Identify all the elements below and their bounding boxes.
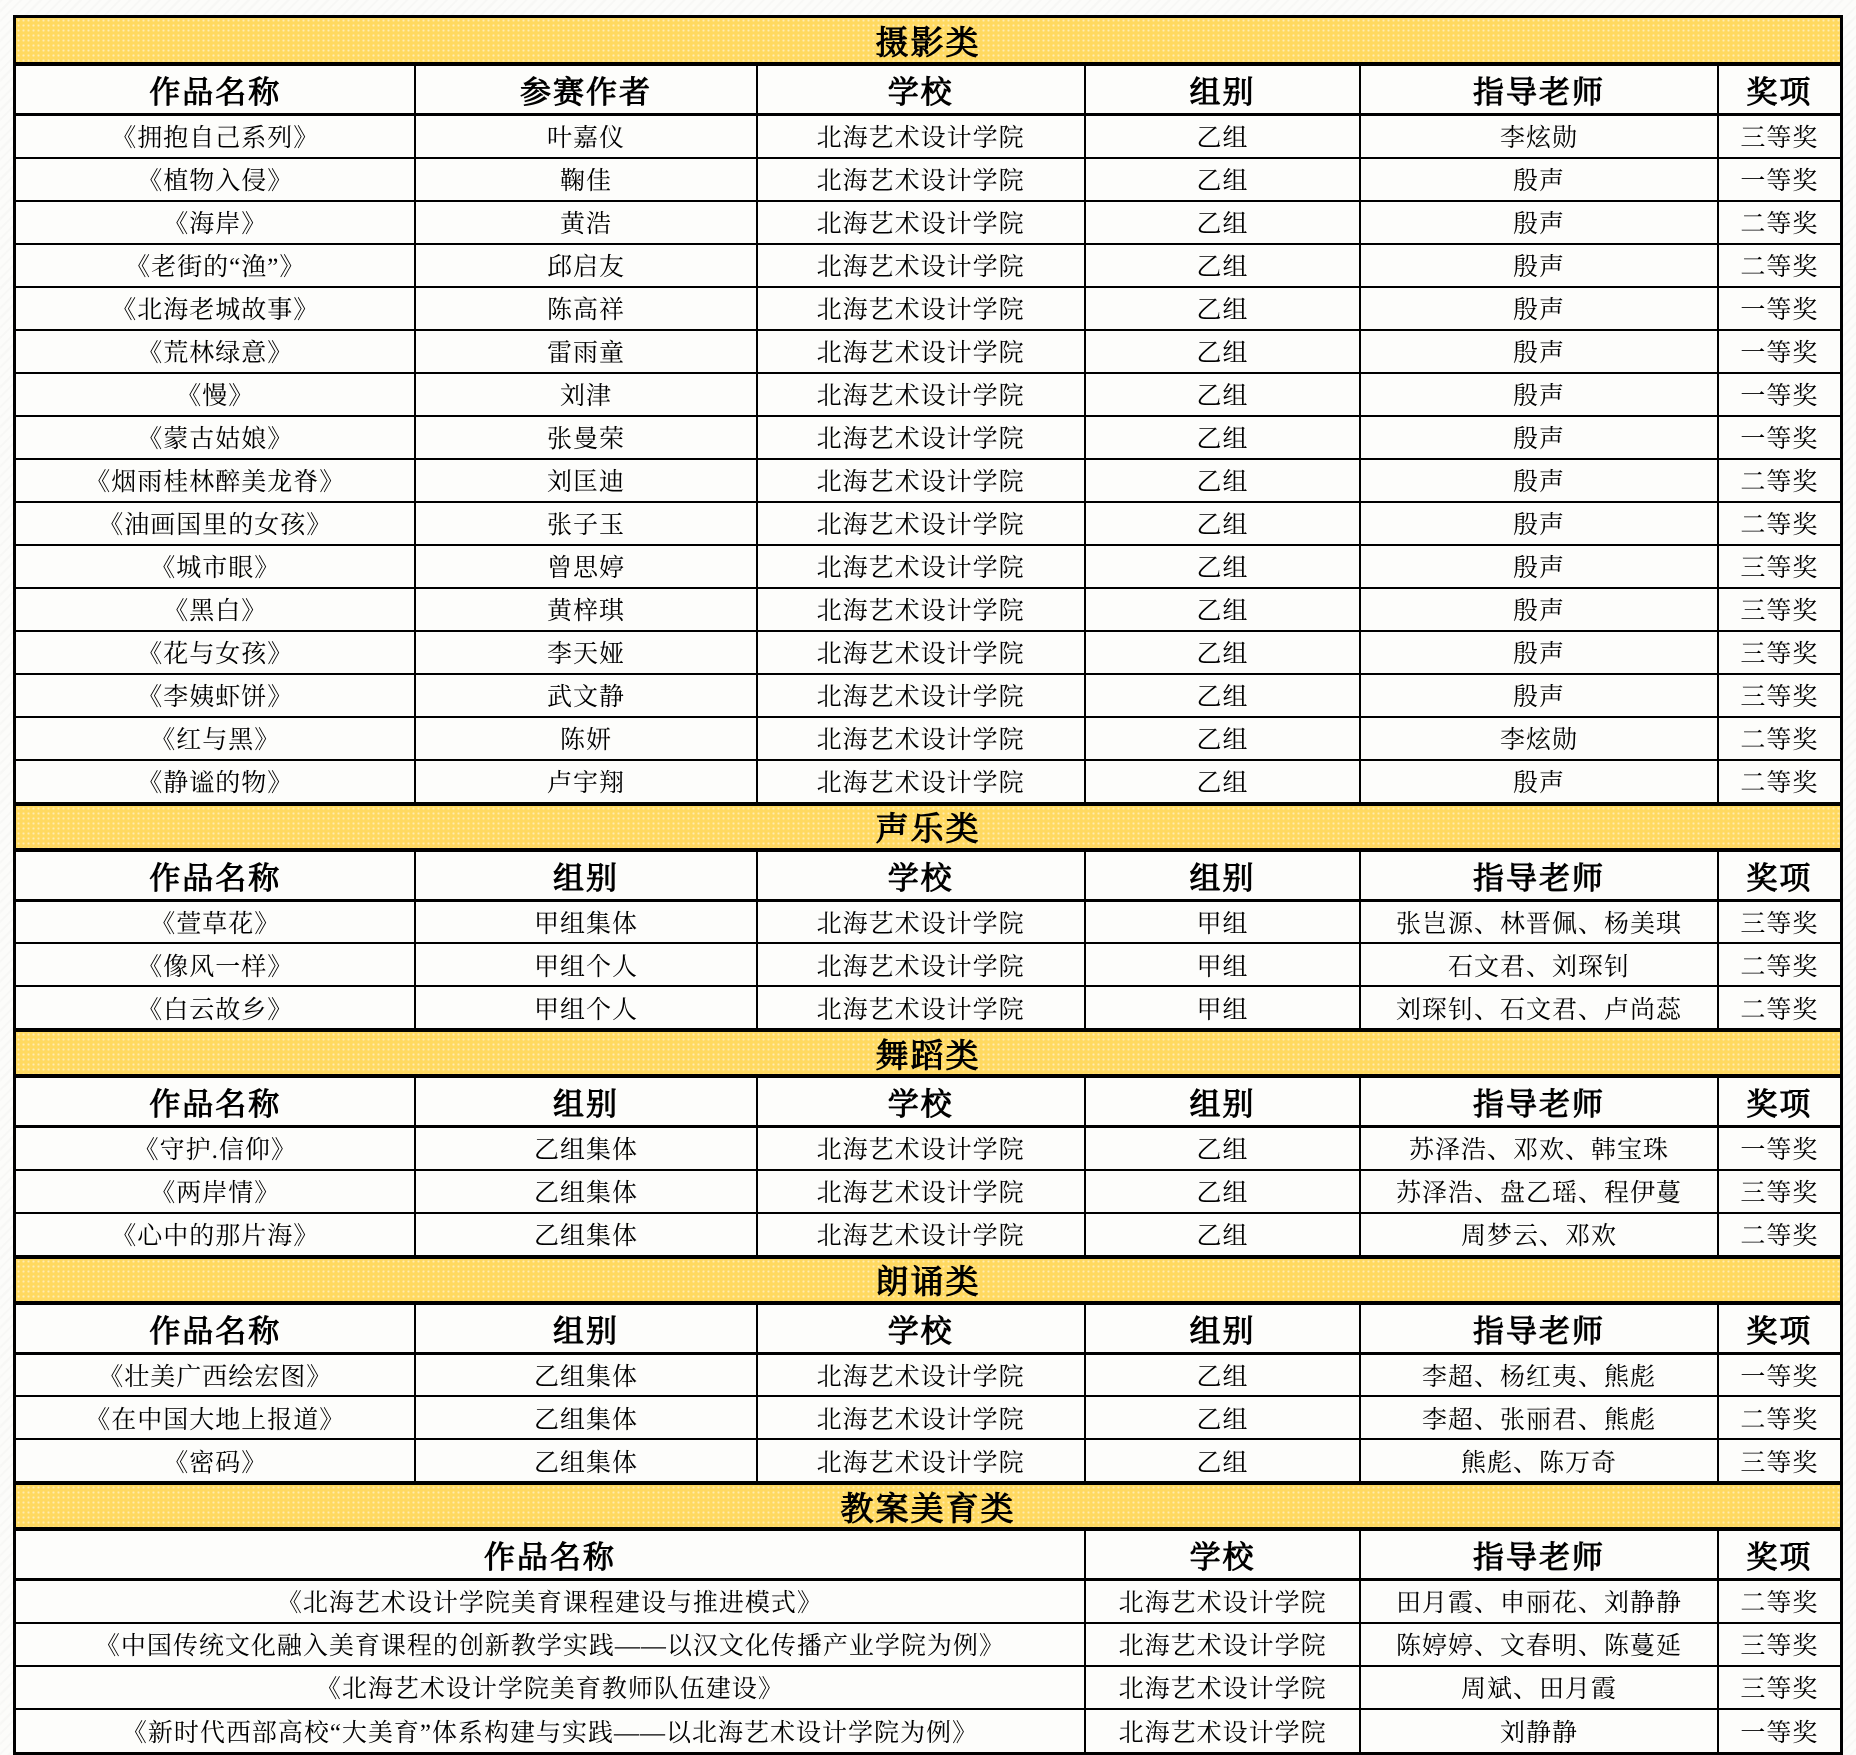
cell: 北海艺术设计学院 <box>757 459 1085 502</box>
cell: 乙组 <box>1085 1213 1360 1256</box>
column-header: 学校 <box>757 1304 1085 1354</box>
table-body <box>16 900 1840 1029</box>
cell: 《北海艺术设计学院美育课程建设与推进模式》 <box>16 1580 1085 1623</box>
award-table <box>16 64 1840 804</box>
cell: 二等奖 <box>1718 1580 1840 1623</box>
table-row <box>16 545 1840 588</box>
cell: 三等奖 <box>1718 1666 1840 1709</box>
cell: 北海艺术设计学院 <box>757 1170 1085 1213</box>
cell: 《花与女孩》 <box>16 631 415 674</box>
cell: 二等奖 <box>1718 459 1840 502</box>
cell: 乙组 <box>1085 674 1360 717</box>
cell: 陈高祥 <box>415 287 756 330</box>
award-section-recitation <box>16 1257 1840 1484</box>
table-row <box>16 1580 1840 1623</box>
section-title: 教案美育类 <box>840 1489 1016 1527</box>
cell: 殷声 <box>1360 158 1718 201</box>
cell: 乙组 <box>1085 1396 1360 1439</box>
cell: 二等奖 <box>1718 1396 1840 1439</box>
cell: 北海艺术设计学院 <box>1085 1709 1360 1752</box>
table-row <box>16 502 1840 545</box>
cell: 《烟雨桂林醉美龙脊》 <box>16 459 415 502</box>
cell: 乙组集体 <box>415 1213 756 1256</box>
cell: 三等奖 <box>1718 545 1840 588</box>
column-header: 指导老师 <box>1360 1530 1718 1580</box>
column-header: 学校 <box>757 851 1085 901</box>
cell: 乙组 <box>1085 459 1360 502</box>
table-body <box>16 1127 1840 1256</box>
column-header: 组别 <box>1085 65 1360 115</box>
cell: 《李姨虾饼》 <box>16 674 415 717</box>
cell: 北海艺术设计学院 <box>1085 1623 1360 1666</box>
cell: 一等奖 <box>1718 330 1840 373</box>
cell: 一等奖 <box>1718 1353 1840 1396</box>
cell: 《红与黑》 <box>16 717 415 760</box>
header-row <box>16 1530 1840 1580</box>
cell: 二等奖 <box>1718 244 1840 287</box>
award-table <box>16 850 1840 1031</box>
cell: 甲组个人 <box>415 986 756 1029</box>
cell: 《新时代西部高校“大美育”体系构建与实践——以北海艺术设计学院为例》 <box>16 1709 1085 1752</box>
table-row <box>16 1170 1840 1213</box>
cell: 三等奖 <box>1718 1439 1840 1482</box>
table-row <box>16 674 1840 717</box>
table-row <box>16 373 1840 416</box>
header-row <box>16 851 1840 901</box>
cell: 黄梓琪 <box>415 588 756 631</box>
cell: 陈婷婷、文春明、陈蔓延 <box>1360 1623 1718 1666</box>
cell: 刘匡迪 <box>415 459 756 502</box>
header-row <box>16 1304 1840 1354</box>
table-row <box>16 1666 1840 1709</box>
column-header: 奖项 <box>1718 65 1840 115</box>
cell: 一等奖 <box>1718 373 1840 416</box>
cell: 三等奖 <box>1718 674 1840 717</box>
table-row <box>16 588 1840 631</box>
cell: 刘静静 <box>1360 1709 1718 1752</box>
cell: 北海艺术设计学院 <box>757 674 1085 717</box>
cell: 乙组 <box>1085 115 1360 158</box>
cell: 甲组 <box>1085 900 1360 943</box>
cell: 二等奖 <box>1718 1213 1840 1256</box>
table-row <box>16 900 1840 943</box>
award-table <box>16 1076 1840 1257</box>
cell: 北海艺术设计学院 <box>757 158 1085 201</box>
cell: 《像风一样》 <box>16 943 415 986</box>
cell: 李超、杨红夷、熊彪 <box>1360 1353 1718 1396</box>
cell: 一等奖 <box>1718 1127 1840 1170</box>
cell: 殷声 <box>1360 373 1718 416</box>
cell: 曾思婷 <box>415 545 756 588</box>
cell: 武文静 <box>415 674 756 717</box>
cell: 北海艺术设计学院 <box>757 1353 1085 1396</box>
cell: 乙组 <box>1085 158 1360 201</box>
table-row <box>16 943 1840 986</box>
cell: 乙组 <box>1085 631 1360 674</box>
table-row <box>16 1396 1840 1439</box>
cell: 三等奖 <box>1718 631 1840 674</box>
cell: 乙组集体 <box>415 1353 756 1396</box>
cell: 二等奖 <box>1718 943 1840 986</box>
cell: 李炫勋 <box>1360 115 1718 158</box>
cell: 《植物入侵》 <box>16 158 415 201</box>
section-title-band <box>16 804 1840 850</box>
cell: 三等奖 <box>1718 1170 1840 1213</box>
cell: 《白云故乡》 <box>16 986 415 1029</box>
column-header: 参赛作者 <box>415 65 756 115</box>
column-header: 奖项 <box>1718 851 1840 901</box>
cell: 《壮美广西绘宏图》 <box>16 1353 415 1396</box>
cell: 《在中国大地上报道》 <box>16 1396 415 1439</box>
table-row <box>16 201 1840 244</box>
cell: 《静谧的物》 <box>16 760 415 803</box>
award-table <box>16 1529 1840 1752</box>
column-header: 组别 <box>1085 851 1360 901</box>
cell: 《萱草花》 <box>16 900 415 943</box>
table-row <box>16 115 1840 158</box>
cell: 刘琛钊、石文君、卢尚蕊 <box>1360 986 1718 1029</box>
table-body <box>16 115 1840 803</box>
cell: 北海艺术设计学院 <box>757 986 1085 1029</box>
award-section-aesthetic-education <box>16 1483 1840 1752</box>
cell: 北海艺术设计学院 <box>757 545 1085 588</box>
cell: 二等奖 <box>1718 201 1840 244</box>
cell: 乙组 <box>1085 760 1360 803</box>
cell: 殷声 <box>1360 459 1718 502</box>
table-body <box>16 1353 1840 1482</box>
cell: 乙组 <box>1085 201 1360 244</box>
cell: 李炫勋 <box>1360 717 1718 760</box>
column-header: 组别 <box>1085 1304 1360 1354</box>
table-row <box>16 986 1840 1029</box>
cell: 乙组 <box>1085 244 1360 287</box>
column-header: 作品名称 <box>16 1304 415 1354</box>
column-header: 指导老师 <box>1360 65 1718 115</box>
cell: 乙组集体 <box>415 1439 756 1482</box>
cell: 乙组 <box>1085 502 1360 545</box>
cell: 熊彪、陈万奇 <box>1360 1439 1718 1482</box>
cell: 苏泽浩、盘乙瑶、程伊蔓 <box>1360 1170 1718 1213</box>
cell: 三等奖 <box>1718 1623 1840 1666</box>
cell: 《两岸情》 <box>16 1170 415 1213</box>
column-header: 指导老师 <box>1360 1077 1718 1127</box>
cell: 李天娅 <box>415 631 756 674</box>
section-title: 朗诵类 <box>875 1263 981 1300</box>
cell: 张曼荣 <box>415 416 756 459</box>
table-row <box>16 1353 1840 1396</box>
cell: 乙组 <box>1085 373 1360 416</box>
cell: 二等奖 <box>1718 760 1840 803</box>
cell: 殷声 <box>1360 760 1718 803</box>
header-row <box>16 1077 1840 1127</box>
cell: 周梦云、邓欢 <box>1360 1213 1718 1256</box>
column-header: 指导老师 <box>1360 851 1718 901</box>
cell: 北海艺术设计学院 <box>757 1127 1085 1170</box>
cell: 《城市眼》 <box>16 545 415 588</box>
cell: 《油画国里的女孩》 <box>16 502 415 545</box>
cell: 乙组 <box>1085 588 1360 631</box>
cell: 《海岸》 <box>16 201 415 244</box>
cell: 北海艺术设计学院 <box>757 330 1085 373</box>
table-row <box>16 244 1840 287</box>
cell: 乙组 <box>1085 1353 1360 1396</box>
column-header: 组别 <box>415 1304 756 1354</box>
cell: 石文君、刘琛钊 <box>1360 943 1718 986</box>
table-row <box>16 760 1840 803</box>
cell: 殷声 <box>1360 588 1718 631</box>
cell: 北海艺术设计学院 <box>757 760 1085 803</box>
award-tables <box>13 15 1843 1755</box>
award-section-photography <box>16 18 1840 804</box>
table-row <box>16 158 1840 201</box>
column-header: 学校 <box>757 1077 1085 1127</box>
table-body <box>16 1580 1840 1752</box>
cell: 甲组集体 <box>415 900 756 943</box>
column-header: 奖项 <box>1718 1530 1840 1580</box>
cell: 一等奖 <box>1718 287 1840 330</box>
cell: 《北海老城故事》 <box>16 287 415 330</box>
cell: 北海艺术设计学院 <box>757 201 1085 244</box>
cell: 北海艺术设计学院 <box>757 502 1085 545</box>
column-header: 作品名称 <box>16 1530 1085 1580</box>
cell: 张岂源、林晋佩、杨美琪 <box>1360 900 1718 943</box>
cell: 殷声 <box>1360 545 1718 588</box>
column-header: 指导老师 <box>1360 1304 1718 1354</box>
cell: 周斌、田月霞 <box>1360 1666 1718 1709</box>
table-row <box>16 1439 1840 1482</box>
cell: 乙组 <box>1085 330 1360 373</box>
cell: 甲组 <box>1085 986 1360 1029</box>
column-header: 组别 <box>1085 1077 1360 1127</box>
section-title-band <box>16 1483 1840 1529</box>
cell: 刘津 <box>415 373 756 416</box>
section-title: 声乐类 <box>875 810 981 847</box>
cell: 二等奖 <box>1718 502 1840 545</box>
column-header: 学校 <box>757 65 1085 115</box>
cell: 《北海艺术设计学院美育教师队伍建设》 <box>16 1666 1085 1709</box>
cell: 乙组 <box>1085 1439 1360 1482</box>
cell: 乙组 <box>1085 545 1360 588</box>
cell: 北海艺术设计学院 <box>757 115 1085 158</box>
cell: 张子玉 <box>415 502 756 545</box>
cell: 一等奖 <box>1718 1709 1840 1752</box>
cell: 雷雨童 <box>415 330 756 373</box>
section-title: 摄影类 <box>875 23 981 61</box>
cell: 《心中的那片海》 <box>16 1213 415 1256</box>
cell: 一等奖 <box>1718 416 1840 459</box>
cell: 二等奖 <box>1718 986 1840 1029</box>
table-row <box>16 1709 1840 1752</box>
cell: 邱启友 <box>415 244 756 287</box>
cell: 北海艺术设计学院 <box>757 416 1085 459</box>
table-row <box>16 330 1840 373</box>
column-header: 作品名称 <box>16 65 415 115</box>
cell: 北海艺术设计学院 <box>757 373 1085 416</box>
cell: 北海艺术设计学院 <box>1085 1580 1360 1623</box>
cell: 甲组 <box>1085 943 1360 986</box>
table-row <box>16 459 1840 502</box>
cell: 乙组集体 <box>415 1127 756 1170</box>
cell: 《中国传统文化融入美育课程的创新教学实践——以汉文化传播产业学院为例》 <box>16 1623 1085 1666</box>
header-row <box>16 65 1840 115</box>
cell: 一等奖 <box>1718 158 1840 201</box>
cell: 北海艺术设计学院 <box>1085 1666 1360 1709</box>
section-title-band <box>16 1257 1840 1303</box>
table-row <box>16 416 1840 459</box>
cell: 乙组 <box>1085 287 1360 330</box>
column-header: 组别 <box>415 1077 756 1127</box>
section-title: 舞蹈类 <box>875 1036 981 1074</box>
cell: 《黑白》 <box>16 588 415 631</box>
cell: 李超、张丽君、熊彪 <box>1360 1396 1718 1439</box>
column-header: 作品名称 <box>16 1077 415 1127</box>
table-row <box>16 1213 1840 1256</box>
cell: 北海艺术设计学院 <box>757 287 1085 330</box>
column-header: 组别 <box>415 851 756 901</box>
table-row <box>16 631 1840 674</box>
cell: 北海艺术设计学院 <box>757 1213 1085 1256</box>
cell: 二等奖 <box>1718 717 1840 760</box>
column-header: 奖项 <box>1718 1077 1840 1127</box>
cell: 殷声 <box>1360 631 1718 674</box>
award-table <box>16 1303 1840 1484</box>
cell: 三等奖 <box>1718 115 1840 158</box>
cell: 甲组个人 <box>415 943 756 986</box>
cell: 《蒙古姑娘》 <box>16 416 415 459</box>
cell: 殷声 <box>1360 201 1718 244</box>
cell: 陈妍 <box>415 717 756 760</box>
cell: 北海艺术设计学院 <box>757 1439 1085 1482</box>
cell: 黄浩 <box>415 201 756 244</box>
cell: 三等奖 <box>1718 588 1840 631</box>
cell: 北海艺术设计学院 <box>757 631 1085 674</box>
cell: 殷声 <box>1360 287 1718 330</box>
cell: 殷声 <box>1360 502 1718 545</box>
table-row <box>16 1623 1840 1666</box>
cell: 《老街的“渔”》 <box>16 244 415 287</box>
cell: 卢宇翔 <box>415 760 756 803</box>
cell: 鞠佳 <box>415 158 756 201</box>
cell: 殷声 <box>1360 244 1718 287</box>
table-row <box>16 1127 1840 1170</box>
cell: 乙组 <box>1085 416 1360 459</box>
section-title-band <box>16 1030 1840 1076</box>
cell: 北海艺术设计学院 <box>757 1396 1085 1439</box>
cell: 北海艺术设计学院 <box>757 900 1085 943</box>
column-header: 奖项 <box>1718 1304 1840 1354</box>
cell: 北海艺术设计学院 <box>757 717 1085 760</box>
cell: 乙组集体 <box>415 1170 756 1213</box>
cell: 北海艺术设计学院 <box>757 244 1085 287</box>
cell: 乙组 <box>1085 717 1360 760</box>
cell: 北海艺术设计学院 <box>757 588 1085 631</box>
column-header: 作品名称 <box>16 851 415 901</box>
table-row <box>16 287 1840 330</box>
cell: 乙组 <box>1085 1127 1360 1170</box>
section-title-band <box>16 18 1840 64</box>
cell: 三等奖 <box>1718 900 1840 943</box>
cell: 乙组集体 <box>415 1396 756 1439</box>
column-header: 学校 <box>1085 1530 1360 1580</box>
cell: 乙组 <box>1085 1170 1360 1213</box>
award-section-vocal <box>16 804 1840 1031</box>
cell: 殷声 <box>1360 416 1718 459</box>
cell: 《守护.信仰》 <box>16 1127 415 1170</box>
cell: 叶嘉仪 <box>415 115 756 158</box>
cell: 苏泽浩、邓欢、韩宝珠 <box>1360 1127 1718 1170</box>
table-row <box>16 717 1840 760</box>
cell: 北海艺术设计学院 <box>757 943 1085 986</box>
cell: 《慢》 <box>16 373 415 416</box>
cell: 殷声 <box>1360 674 1718 717</box>
cell: 田月霞、申丽花、刘静静 <box>1360 1580 1718 1623</box>
award-section-dance <box>16 1030 1840 1257</box>
cell: 《拥抱自己系列》 <box>16 115 415 158</box>
cell: 殷声 <box>1360 330 1718 373</box>
cell: 《密码》 <box>16 1439 415 1482</box>
cell: 《荒林绿意》 <box>16 330 415 373</box>
